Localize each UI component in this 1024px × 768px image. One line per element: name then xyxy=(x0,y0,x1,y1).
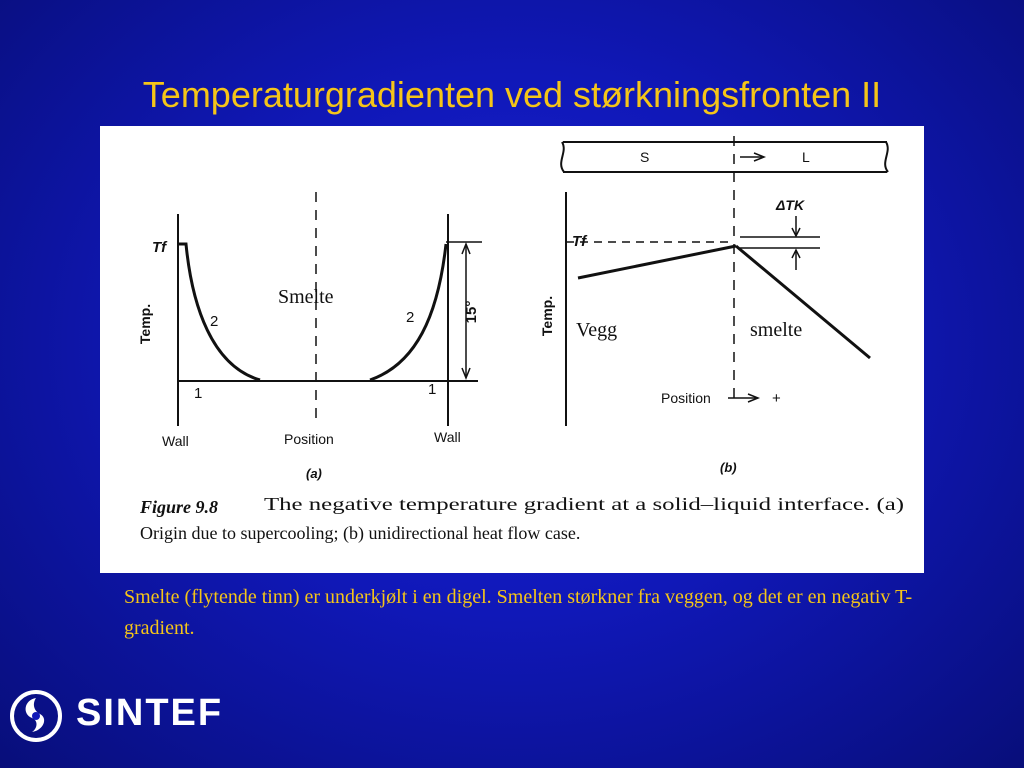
sintef-logo xyxy=(8,688,248,744)
solid-gradient-line xyxy=(578,246,736,278)
delta-tk-label: ΔTK xyxy=(776,197,805,213)
tf-label-a: Tf xyxy=(152,239,167,256)
bar-left-break xyxy=(561,142,564,172)
curve-2-left xyxy=(178,244,260,380)
position-label-b: Position xyxy=(661,390,711,406)
temp-axis-label-a: Temp. xyxy=(137,303,153,345)
sintef-logo-icon xyxy=(8,688,64,744)
bar-label-s: S xyxy=(640,149,650,165)
sublabel-a: (a) xyxy=(306,466,322,481)
figure-caption-line1: The negative temperature gradient at a solid–liquid interface. (a) xyxy=(264,494,729,514)
wall-label-left: Wall xyxy=(162,433,189,449)
figure-caption-label: Figure 9.8 xyxy=(140,497,219,517)
line-1-label-right: 1 xyxy=(428,381,437,398)
liquid-gradient-line xyxy=(736,246,870,358)
sublabel-b: (b) xyxy=(720,460,737,475)
figure-caption-line2: Origin due to supercooling; (b) unidirectional heat flow case. xyxy=(140,523,581,543)
slide-caption: Smelte (flytende tinn) er underkjølt i en digel. Smelten størkner fra veggen, og det er en negativ T-gradient. xyxy=(124,586,913,639)
smelte-overlay-label-b: smelte xyxy=(750,319,803,341)
temp-axis-label-b: Temp. xyxy=(539,295,555,337)
plus-label: + xyxy=(772,390,781,407)
curve-2-label-left: 2 xyxy=(210,313,219,330)
bar-right-break xyxy=(885,142,888,172)
curve-2-label-right: 2 xyxy=(406,309,415,326)
position-label-a: Position xyxy=(284,431,334,447)
wall-label-right: Wall xyxy=(434,429,461,445)
dimension-15-label: 15° xyxy=(463,300,480,324)
slide-title: Temperaturgradienten ved størkningsfronten II xyxy=(142,74,882,115)
tf-label-b: Tf xyxy=(572,233,587,250)
figure-diagram xyxy=(100,126,924,573)
sintef-logo-text: SINTEF xyxy=(76,692,224,734)
bar-label-l: L xyxy=(802,149,810,165)
smelte-overlay-label: Smelte xyxy=(278,286,334,308)
line-1-label-left: 1 xyxy=(194,385,203,402)
vegg-overlay-label: Vegg xyxy=(576,319,618,341)
figure-image xyxy=(100,126,924,573)
